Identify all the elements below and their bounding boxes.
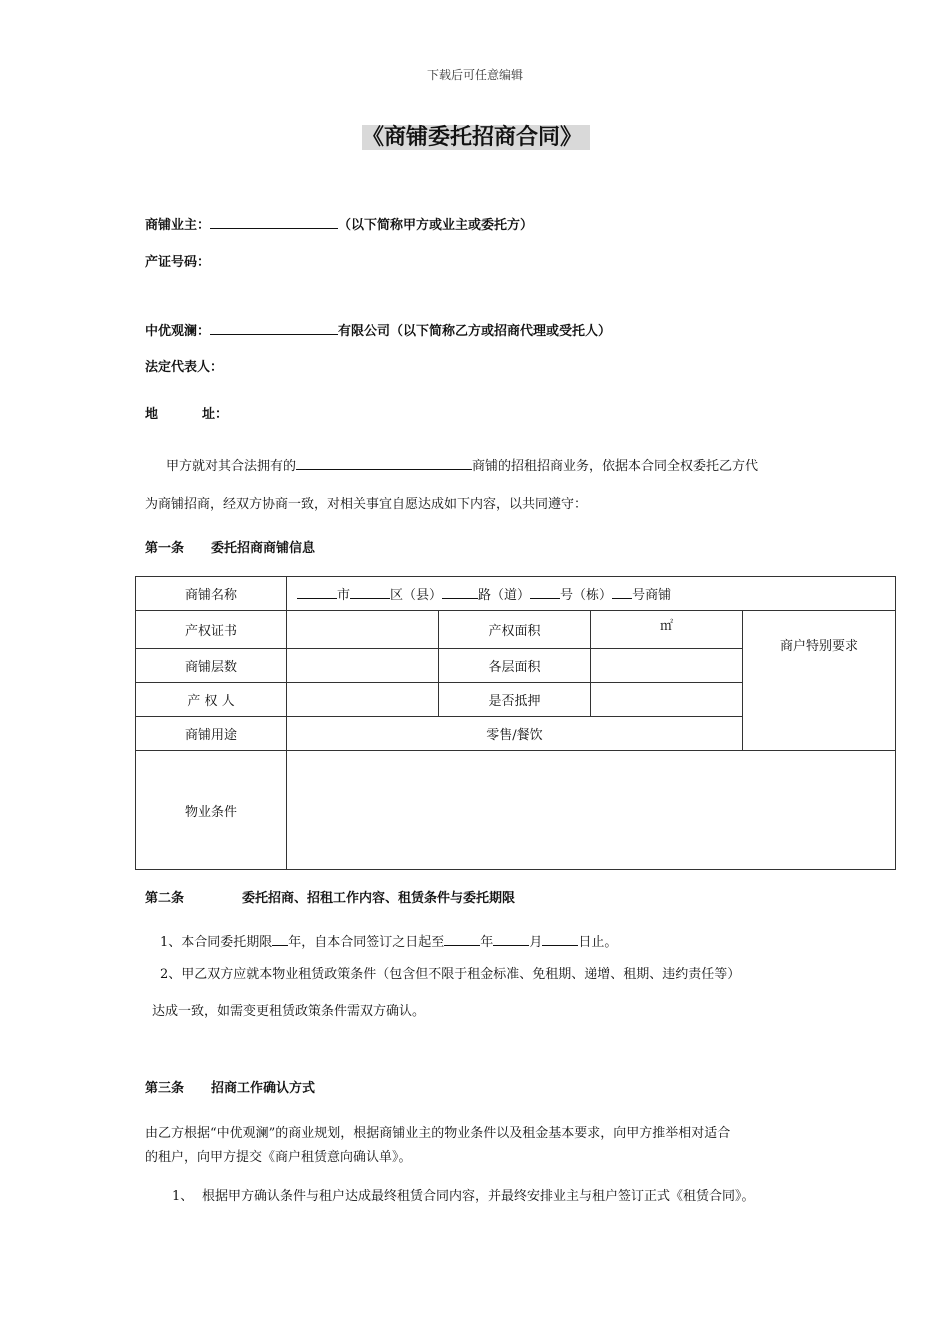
legal-rep-label: 法定代表人： bbox=[145, 360, 224, 375]
article3-num: 第三条 bbox=[145, 1081, 185, 1096]
district-blank[interactable] bbox=[350, 585, 390, 599]
item1-term-label: 1、本合同委托期限 bbox=[160, 935, 273, 950]
article3-item1-num: 1、 bbox=[172, 1189, 194, 1204]
district-label: 区（县） bbox=[390, 588, 443, 603]
shop-name-label: 商铺名称 bbox=[136, 577, 287, 611]
article2-item2: 2、甲乙双方应就本物业租赁政策条件（包含但不限于租金标准、免租期、递增、租期、违约责任等） bbox=[160, 967, 741, 982]
floor-area-cell-label: 各层面积 bbox=[439, 649, 591, 683]
shop-info-table bbox=[135, 576, 896, 870]
number-blank[interactable] bbox=[530, 585, 560, 599]
title-text: 《商铺委托招商合同》 bbox=[362, 125, 590, 150]
agent-label: 中优观澜： bbox=[145, 324, 211, 339]
shop-address-cell[interactable] bbox=[287, 577, 896, 611]
floors-value-cell[interactable] bbox=[287, 649, 439, 683]
cert-label: 产证号码： bbox=[145, 255, 211, 270]
owner-cell-label: 产 权 人 bbox=[136, 683, 287, 717]
table-row bbox=[136, 751, 896, 870]
table-row bbox=[136, 577, 896, 611]
cert-value-cell[interactable] bbox=[287, 611, 439, 649]
mortgage-cell-label: 是否抵押 bbox=[439, 683, 591, 717]
contract-title bbox=[362, 120, 590, 151]
year-label: 年 bbox=[480, 935, 494, 950]
area-unit-cell[interactable]: ㎡ bbox=[591, 611, 743, 649]
term-years-blank[interactable] bbox=[272, 932, 288, 946]
agent-suffix: 有限公司（以下简称乙方或招商代理或受托人） bbox=[338, 324, 612, 339]
item1-start-label: 年，自本合同签订之日起至 bbox=[288, 935, 445, 950]
intro-line-1-a: 甲方就对其合法拥有的 bbox=[166, 459, 297, 474]
property-value-cell[interactable] bbox=[287, 751, 896, 870]
property-cell-label: 物业条件 bbox=[136, 751, 287, 870]
address-label-2: 址： bbox=[202, 407, 229, 422]
intro-line-1 bbox=[166, 455, 758, 474]
article1-title: 委托招商商铺信息 bbox=[211, 541, 316, 556]
article2-num: 第二条 bbox=[145, 891, 185, 906]
owner-label: 商铺业主： bbox=[145, 218, 211, 233]
owner-line bbox=[145, 214, 533, 233]
usage-cell-label: 商铺用途 bbox=[136, 717, 287, 751]
intro-line-1-b: 商铺的招租招商业务，依据本合同全权委托乙方代 bbox=[472, 459, 759, 474]
article3-title: 招商工作确认方式 bbox=[211, 1081, 316, 1096]
floor-area-value-cell[interactable] bbox=[591, 649, 743, 683]
owner-suffix: （以下简称甲方或业主或委托方） bbox=[338, 218, 534, 233]
article3-para-line1: 由乙方根据“中优观澜”的商业规划，根据商铺业主的物业条件以及租金基本要求，向甲方推举相对适合 bbox=[145, 1126, 731, 1141]
article2-title: 委托招商、招租工作内容、租赁条件与委托期限 bbox=[242, 891, 516, 906]
special-req-cell: 商户特别要求 bbox=[743, 611, 896, 751]
mortgage-value-cell[interactable] bbox=[591, 683, 743, 717]
address-label-1: 地 bbox=[145, 407, 159, 422]
owner-value-cell[interactable] bbox=[287, 683, 439, 717]
agent-blank[interactable] bbox=[210, 321, 338, 335]
month-label: 月 bbox=[529, 935, 543, 950]
intro-line-2: 为商铺招商，经双方协商一致，对相关事宜自愿达成如下内容，以共同遵守： bbox=[145, 497, 588, 512]
article3-para-line2: 的租户，向甲方提交《商户租赁意向确认单》。 bbox=[145, 1150, 412, 1165]
intro-shop-blank[interactable] bbox=[296, 456, 472, 470]
cert-cell-label: 产权证书 bbox=[136, 611, 287, 649]
header-note: 下载后可任意编辑 bbox=[426, 68, 523, 82]
article2-item1 bbox=[160, 931, 617, 950]
day-label: 日止。 bbox=[578, 935, 618, 950]
article2-item2-cont: 达成一致，如需变更租赁政策条件需双方确认。 bbox=[152, 1004, 426, 1019]
road-blank[interactable] bbox=[442, 585, 478, 599]
area-cell-label: 产权面积 bbox=[439, 611, 591, 649]
end-year-blank[interactable] bbox=[444, 932, 480, 946]
article1-num: 第一条 bbox=[145, 541, 185, 556]
shop-number-label: 号商铺 bbox=[632, 588, 672, 603]
building-label: 号（栋） bbox=[560, 588, 613, 603]
table-row bbox=[136, 611, 896, 649]
owner-blank[interactable] bbox=[210, 215, 338, 229]
city-label: 市 bbox=[337, 588, 351, 603]
shop-number-blank[interactable] bbox=[612, 585, 632, 599]
road-label: 路（道） bbox=[478, 588, 531, 603]
usage-value-cell: 零售/餐饮 bbox=[287, 717, 743, 751]
end-day-blank[interactable] bbox=[542, 932, 578, 946]
end-month-blank[interactable] bbox=[493, 932, 529, 946]
city-blank[interactable] bbox=[297, 585, 337, 599]
floors-cell-label: 商铺层数 bbox=[136, 649, 287, 683]
agent-line bbox=[145, 320, 611, 339]
article3-item1: 根据甲方确认条件与租户达成最终租赁合同内容，并最终安排业主与租户签订正式《租赁合同》。 bbox=[202, 1189, 755, 1204]
